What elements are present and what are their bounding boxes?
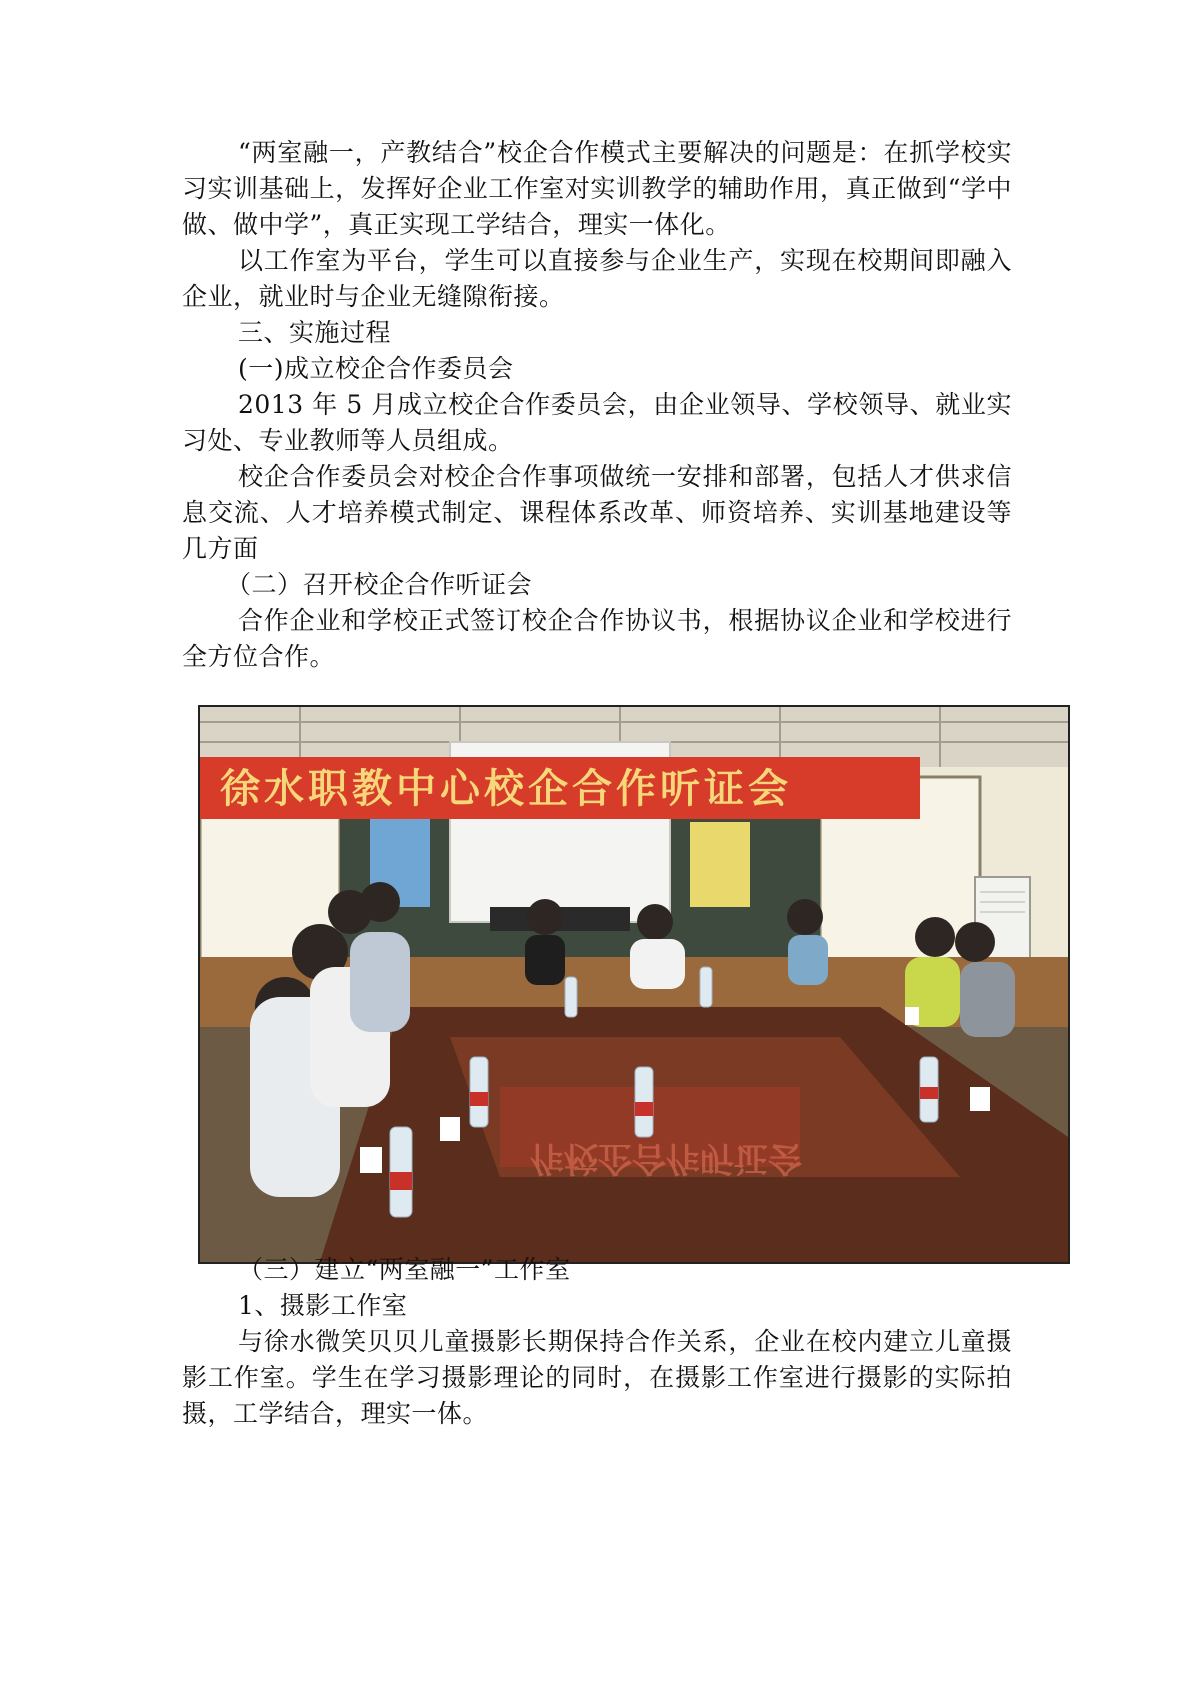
top-text-block: [182, 135, 1012, 675]
subheading-hearing: （二）召开校企合作听证会: [226, 570, 533, 599]
subheading-committee: (一)成立校企合作委员会: [238, 354, 514, 383]
bottom-text-block: [182, 1252, 1012, 1432]
hearing-paragraph: 合作企业和学校正式签订校企合作协议书，根据协议企业和学校进行全方位合作。: [182, 606, 1012, 671]
banner-reflection-text: 作校企合作听证会: [530, 1138, 802, 1178]
subheading-studio: （三）建立“两室融一”工作室: [238, 1255, 571, 1284]
meeting-photo: [198, 705, 1070, 1264]
section-heading-implementation: 三、实施过程: [238, 318, 392, 347]
studio-paragraph: 与徐水微笑贝贝儿童摄影长期保持合作关系，企业在校内建立儿童摄影工作室。学生在学习摄影理论的同时，在摄影工作室进行摄影的实际拍摄，工学结合，理实一体。: [182, 1327, 1012, 1428]
banner-text: 徐水职教中心校企合作听证会: [220, 766, 792, 812]
item-photography-studio: 1、摄影工作室: [238, 1291, 408, 1320]
platform-paragraph: 以工作室为平台，学生可以直接参与企业生产，实现在校期间即融入企业，就业时与企业无缝隙衔接。: [182, 246, 1012, 311]
intro-paragraph: “两室融一，产教结合”校企合作模式主要解决的问题是：在抓学校实习实训基础上，发挥好企业工作室对实训教学的辅助作用，真正做到“学中做、做中学”，真正实现工学结合，理实一体化。: [182, 138, 1012, 239]
committee-duties-paragraph: 校企合作委员会对校企合作事项做统一安排和部署，包括人才供求信息交流、人才培养模式制定、课程体系改革、师资培养、实训基地建设等几方面: [182, 462, 1012, 563]
committee-paragraph: 2013 年 5 月成立校企合作委员会，由企业领导、学校领导、就业实习处、专业教师等人员组成。: [182, 390, 1012, 455]
